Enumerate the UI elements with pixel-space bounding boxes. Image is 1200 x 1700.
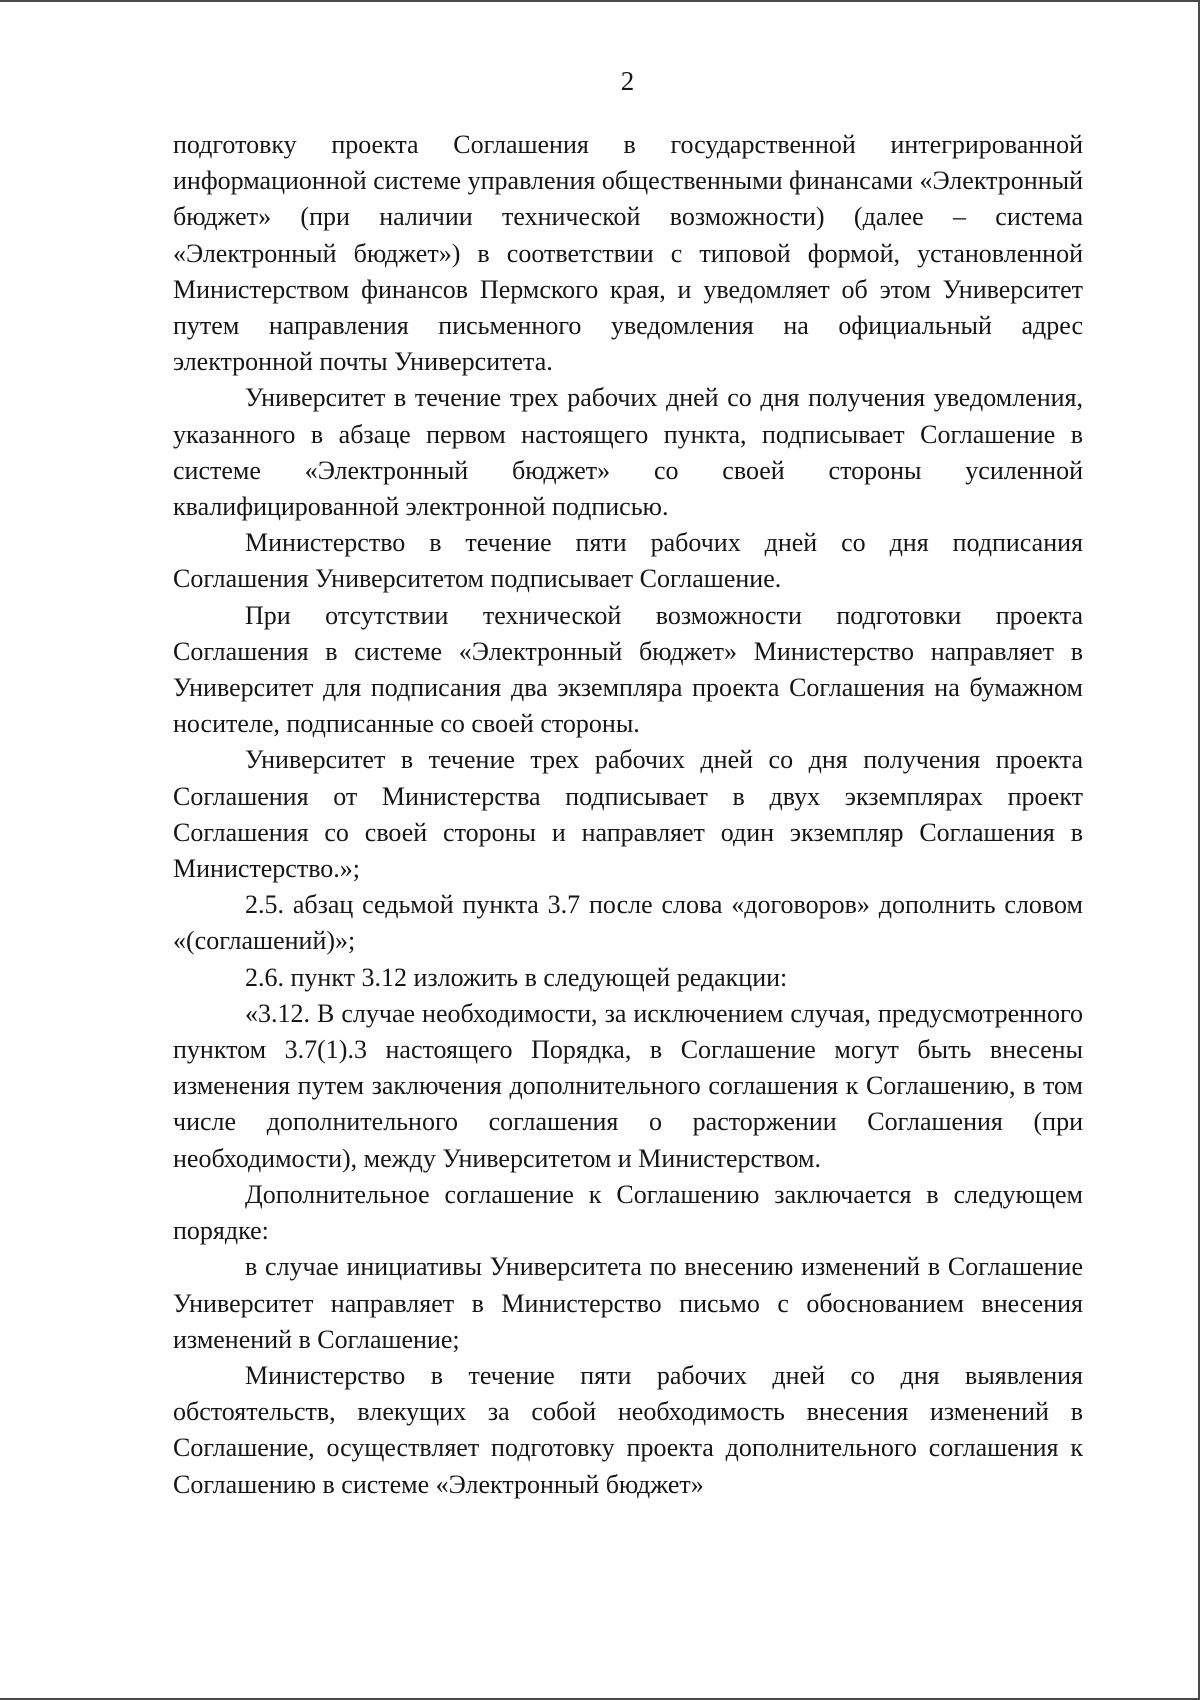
paragraph-continuation: подготовку проекта Соглашения в государственной интегрированной информационной системе управления общественными финансами «Электронный бюджет» (при наличии технической возможности) (далее – система «Электронный бюджет») в соответствии с типовой формой, установленной Министерством финансов Пермского края, и уведомляет об этом Университет путем направления письменного уведомления на официальный адрес электронной почты Университета.	[173, 130, 1083, 377]
paragraph: Министерство в течение пяти рабочих дней со дня подписания Соглашения Университетом подписывает Соглашение.	[173, 528, 1083, 594]
paragraph: Дополнительное соглашение к Соглашению заключается в следующем порядке:	[173, 1179, 1083, 1246]
page-number: 2	[620, 66, 635, 96]
paragraph: Университет в течение трех рабочих дней со дня получения уведомления, указанного в абзаце первом настоящего пункта, подписывает Соглашение в системе «Электронный бюджет» со своей стороны усиленной квалифицированной электронной подписью.	[173, 383, 1083, 522]
paragraph: 2.5. абзац седьмой пункта 3.7 после слова «договоров» дополнить словом «(соглашений)»;	[173, 890, 1083, 956]
paragraph: 2.6. пункт 3.12 изложить в следующей редакции:	[245, 962, 788, 992]
paragraph: в случае инициативы Университета по внесению изменений в Соглашение Университет направляет в Министерство письмо с обоснованием внесения изменений в Соглашение;	[173, 1252, 1083, 1354]
paragraph: При отсутствии технической возможности подготовки проекта Соглашения в системе «Электронный бюджет» Министерство направляет в Университет для подписания два экземпляра проекта Соглашения на бумажном носителе, подписанные со своей стороны.	[173, 600, 1083, 739]
document-body	[173, 127, 1083, 1503]
paragraph: «3.12. В случае необходимости, за исключением случая, предусмотренного пунктом 3.7(1).3 настоящего Порядка, в Соглашение могут быть внесены изменения путем заключения дополнительного соглашения к Соглашению, в том числе дополнительного соглашения о расторжении Соглашения (при необходимости), между Университетом и Министерством.	[173, 998, 1083, 1173]
paragraph: Министерство в течение пяти рабочих дней со дня выявления обстоятельств, влекущих за собой необходимость внесения изменений в Соглашение, осуществляет подготовку проекта дополнительного соглашения к Соглашению в системе «Электронный бюджет»	[173, 1360, 1083, 1499]
paragraph: Университет в течение трех рабочих дней со дня получения проекта Соглашения от Министерства подписывает в двух экземплярах проект Соглашения со своей стороны и направляет один экземпляр Соглашения в Министерство.»;	[173, 745, 1083, 884]
